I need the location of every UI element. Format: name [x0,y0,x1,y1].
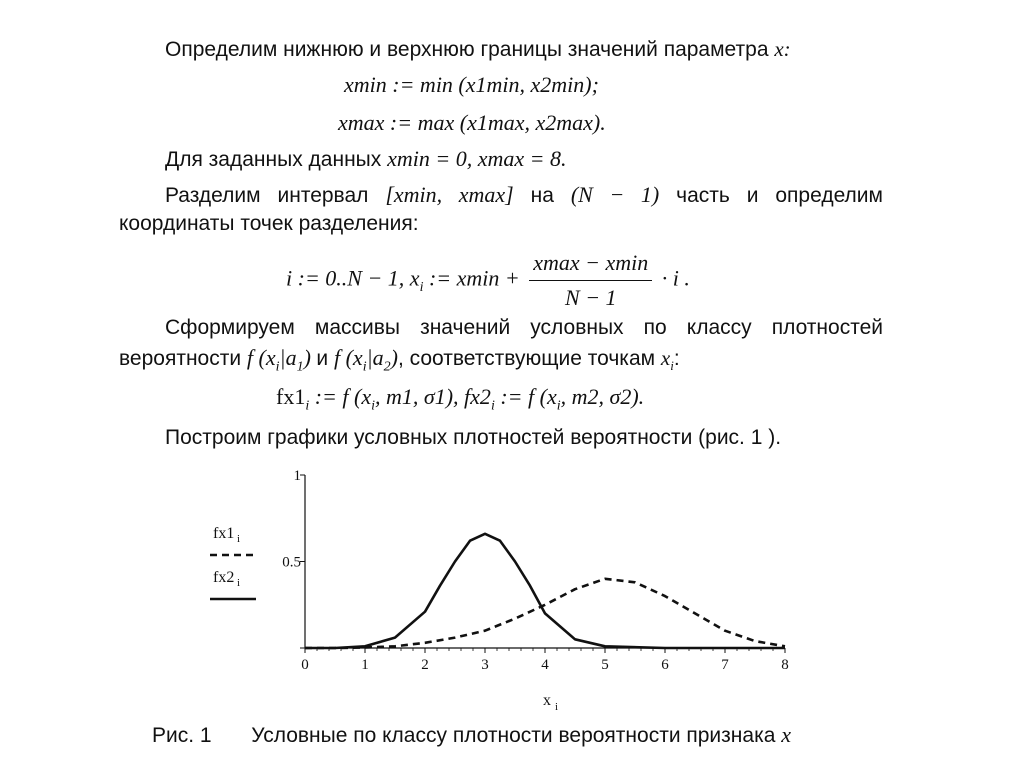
subscript: i [371,398,375,414]
x-tick-label: 3 [481,657,489,673]
y-tick-label: 1 [293,468,301,484]
formula-part: · i . [661,265,690,291]
x-tick-label: 6 [661,657,669,673]
paragraph-text: на [530,184,554,207]
paragraph-form-arrays [165,315,883,341]
paragraph-text: Разделим интервал [165,184,369,207]
x-axis-label-subscript: i [555,701,559,713]
series-line-fx2 [305,534,785,648]
subscript: i [670,358,674,374]
x-tick-label: 0 [301,657,309,673]
given-values: xmin = 0, xmax = 8. [387,146,567,171]
paragraph-text: часть и определим [676,184,883,207]
formula-part: := f (x [314,384,372,409]
formula-part: , m1, σ1), fx2 [374,384,491,409]
density-f-a1 [246,345,316,375]
chart-legend [210,525,256,599]
formula-part: |a [366,345,384,370]
formula-part: , m2, σ2). [560,384,645,409]
interval-notation: [xmin, xmax] [385,182,514,207]
caption-text: Условные по классу плотности вероятности признака [251,724,776,747]
formula-part: := xmin + [428,265,520,291]
legend-label-subscript: i [237,533,241,545]
paragraph-text: координаты точек разделения: [119,212,419,235]
subscript: i [419,279,424,295]
legend-label-fx2: fx2 [213,569,235,586]
formula-xmin-text: xmin := min (x1min, x2min); [344,72,599,97]
density-f-a2 [333,345,398,375]
chart-axes [282,468,789,713]
formula-density-arrays [276,384,644,419]
formula-part: i := 0..N − 1, x [286,265,420,291]
x-tick-label: 8 [781,657,789,673]
paragraph-divide-interval [165,182,883,209]
formula-part: f (x [246,345,276,370]
paragraph-text: Сформируем массивы значений условных по классу плотностей [165,316,883,339]
n-minus-one: (N − 1) [570,182,660,207]
paragraph-text: : [673,347,680,370]
subscript: 2 [383,359,391,375]
subscript: i [305,398,310,414]
paragraph-given-data [165,146,566,173]
formula-part: ) [390,345,398,370]
paragraph-text: Определим нижнюю и верхнюю границы значений параметра [165,38,769,61]
fraction-denominator: N − 1 [565,285,617,310]
variable-xi [660,346,674,374]
formula-xmin [344,72,599,98]
fraction-numerator: xmax − xmin [529,248,652,281]
x-tick-label: 1 [361,657,369,673]
subscript: i [362,359,367,375]
caption-variable: x [781,722,792,747]
density-chart [0,455,1024,715]
paragraph-text: Для заданных данных [165,148,382,171]
x-tick-label: 7 [721,657,729,673]
figure-caption [152,722,791,749]
legend-label-subscript: i [237,577,241,589]
formula-part: |a [279,345,297,370]
x-axis-label: x [543,692,551,709]
x-tick-label: 5 [601,657,609,673]
chart-series [305,534,785,648]
subscript: i [275,359,280,375]
fraction [529,248,652,313]
x-tick-label: 4 [541,657,549,673]
formula-xmax [338,110,606,136]
formula-part: fx1 [276,384,306,409]
formula-part: x [660,346,671,370]
paragraph-text: и [316,347,329,370]
y-tick-label: 0.5 [282,554,301,571]
formula-division-points [286,248,690,313]
paragraph-build-plots [165,425,781,451]
formula-part: := f (x [500,384,557,409]
formula-part: f (x [333,345,363,370]
paragraph-divide-interval-line2 [119,211,419,237]
subscript: i [556,398,561,414]
paragraph-text: Построим графики условных плотностей вероятности (рис. 1 ). [165,426,782,449]
formula-part: ) [303,345,311,370]
legend-label-fx1: fx1 [213,525,235,542]
paragraph-form-arrays-line2 [119,345,680,380]
subscript: 1 [296,359,304,375]
paragraph-text: , соответствующие точкам [397,347,656,370]
formula-xmax-text: xmax := max (x1max, x2max). [338,110,606,135]
variable-x: x: [774,37,791,61]
caption-label: Рис. 1 [152,724,212,747]
paragraph-text: вероятности [119,347,242,370]
x-tick-label: 2 [421,657,429,673]
subscript: i [490,398,495,414]
paragraph-xrange-intro [165,36,791,63]
